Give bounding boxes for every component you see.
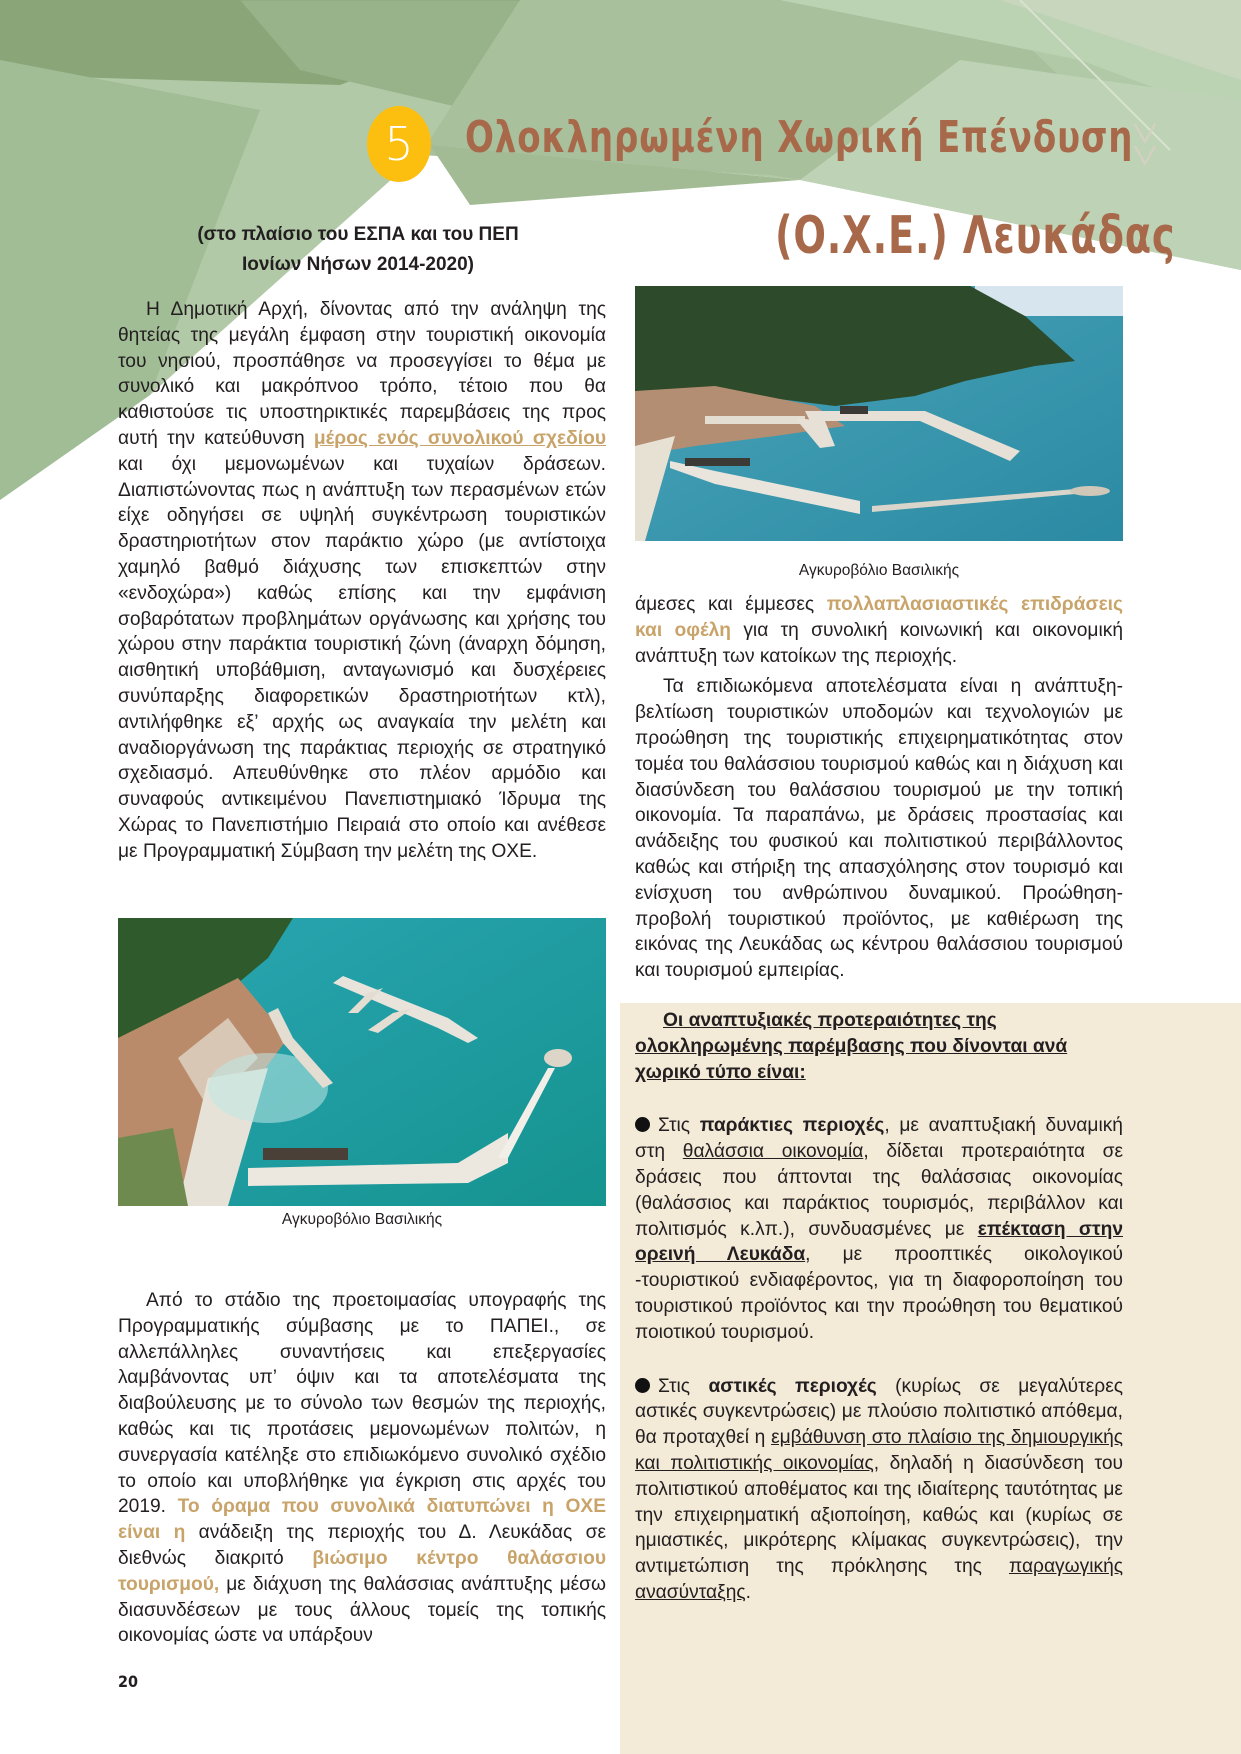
coastal-text-1: Στις bbox=[658, 1115, 700, 1137]
coastal-bold-underline: επέκταση στην ορεινή Λευκάδα bbox=[635, 1218, 1123, 1266]
intro-highlight: μέρος ενός συνολικού σχεδίου bbox=[313, 427, 606, 449]
bullet-icon bbox=[635, 1117, 650, 1132]
priorities-heading: Οι αναπτυξιακές προτεραιότητες της ολοκληρωμένης παρέμβασης που δίνονται ανά χωρικό τύπο είναι: bbox=[635, 1010, 1068, 1083]
bullet-icon bbox=[635, 1378, 650, 1393]
page-number: 20 bbox=[118, 1672, 139, 1691]
impact-text-2: για τη συνολική κοινωνική και οικονομική ανάπτυξη των κατοίκων της περιοχής. bbox=[635, 619, 1124, 667]
double-chevron-down-icon bbox=[1133, 122, 1157, 168]
vision-highlight-1: Το όραμα που συνολικά διατυπώνει η ΟΧΕ είναι η bbox=[118, 1496, 606, 1544]
coastal-underline: θαλάσσια οικονομία bbox=[682, 1141, 864, 1163]
subtitle-line1: (στο πλαίσιο του ΕΣΠΑ και του ΠΕΠ bbox=[197, 224, 519, 245]
vision-text-2: ανάδειξη της περιοχής του Δ. Λευκάδας σε διεθνώς διακριτό bbox=[118, 1522, 606, 1569]
subtitle-line2: Ιονίων Νήσων 2014-2020) bbox=[241, 254, 475, 275]
urban-bold: αστικές περιοχές bbox=[708, 1375, 877, 1397]
coastal-text-4: , με προοπτικές οικολογικού -τουριστικού ενδιαφέροντος, για τη διαφοροποίηση του τουριστικού προϊόντος και την προώθηση του θεματικού ποιοτικού τουρισμού. bbox=[635, 1244, 1123, 1343]
urban-text-2: (κυρίως σε μεγαλύτερες αστικές συγκεντρώσεις) με πλούσιο πολιτιστικό απόθεμα, θα προταχθεί η bbox=[635, 1375, 1123, 1449]
impact-paragraph bbox=[635, 592, 1123, 669]
left-column-vision bbox=[118, 1288, 606, 1649]
subtitle bbox=[118, 220, 598, 280]
marina-photo-left bbox=[118, 918, 606, 1206]
vision-paragraph bbox=[118, 1288, 606, 1649]
impact-text-1: άμεσες και έμμεσες bbox=[635, 594, 827, 615]
vision-highlight-2: βιώσιμο κέντρο θαλάσσιου τουρισμού, bbox=[118, 1547, 606, 1595]
coastal-text-2: , με αναπτυξιακή δυναμική στη bbox=[635, 1115, 1123, 1163]
priorities-section bbox=[635, 1008, 1123, 1606]
vision-text-3: με διάχυση της θαλάσσιας ανάπτυξης μέσω διασυνδέσεων με τους άλλους τομείς της τοπικής οικονομίας ώστε να υπάρξουν bbox=[118, 1573, 606, 1647]
priority-urban bbox=[635, 1374, 1123, 1606]
results-paragraph: Τα επιδιωκόμενα αποτελέσματα είναι η ανάπτυξη-βελτίωση τουριστικών υποδομών και τεχνολογιών με προώθηση της τουριστικής επιχειρηματικότητας στον τομέα του θαλάσσιου τουρισμού καθώς και η διάχυση και διασύνδεση του θαλάσσιου τουρισμού με την τοπική οικονομία. Τα παραπάνω, με δράσεις προστασίας και ανάδειξης του φυσικού και πολιτιστικού περιβάλλοντος καθώς και στήριξη της απασχόλησης στον τουρισμό και ενίσχυση του ανθρώπινου δυναμικού. Προώθηση-προβολή τουριστικού προϊόντος, με καθιέρωση της εικόνας της Λευκάδας ως κέντρου θαλάσσιου τουρισμού και τουρισμού εμπειρίας. bbox=[635, 676, 1123, 982]
section-number-badge bbox=[367, 106, 431, 182]
urban-text-1: Στις bbox=[658, 1375, 709, 1397]
left-column-intro bbox=[118, 297, 606, 865]
impact-highlight: πολλαπλασιαστικές επιδράσεις και οφέλη bbox=[635, 594, 1123, 641]
right-photo-caption: Αγκυροβόλιο Βασιλικής bbox=[798, 562, 960, 579]
urban-underline-2: παραγωγικής ανασύνταξης bbox=[635, 1556, 1123, 1603]
right-column-text bbox=[635, 592, 1123, 984]
left-photo-caption: Αγκυροβόλιο Βασιλικής bbox=[281, 1211, 443, 1228]
page-title-line1: Ολοκληρωμένη Χωρική Επένδυση bbox=[465, 112, 1134, 163]
coastal-bold: παράκτιες περιοχές bbox=[699, 1115, 885, 1137]
intro-paragraph bbox=[118, 297, 606, 865]
vision-text-1: Από το στάδιο της προετοιμασίας υπογραφής της Προγραμματικής σύμβασης με το ΠΑΠΕΙ., σε αλλεπάλληλες συναντήσεις και επεξεργασίες λαμβάνοντας υπ’ όψιν και τα αποτελέσματα της διαβούλευσης με το σύνολο των θεσμών της περιοχής, καθώς και τις προτάσεις μεμονωμένων πολιτών, η συνεργασία κατέληξε στο επιδιωκόμενο συνολικό σχέδιο το οποίο και υποβλήθηκε για έγκριση στις αρχές του 2019. bbox=[118, 1290, 606, 1518]
section-number: 5 bbox=[384, 117, 414, 171]
marina-photo-right bbox=[635, 286, 1123, 541]
urban-underline-1: εμβάθυνση στο πλαίσιο της δημιουργικής και πολιτιστικής οικονομίας bbox=[635, 1427, 1123, 1474]
urban-text-3: , δηλαδή η διασύνδεση του πολιτιστικού αποθέματος και της ιδιαίτερης ταυτότητας με την επιχειρηματική αξιοποίηση, καθώς και (κυρίως σε ημιαστικές, μικρότερης κλίμακας συγκεντρώσεις), την αντιμετώπιση της πρόκλησης της bbox=[635, 1452, 1123, 1578]
intro-text-1: Η Δημοτική Αρχή, δίνοντας από την ανάληψη της θητείας της μεγάλη έμφαση στην τουριστική οικονομία του νησιού, προσπάθησε να προσεγγίσει το θέμα με συνολικό και μακρόπνοο τρόπο, τέτοιο που θα καθιστούσε τις υποστηρικτικές παρεμβάσεις της προς αυτή την κατεύθυνση bbox=[118, 299, 606, 449]
page-title-line2: (Ο.Χ.Ε.) Λευκάδας bbox=[775, 206, 1176, 266]
priority-coastal bbox=[635, 1113, 1123, 1345]
urban-text-4: . bbox=[745, 1581, 751, 1603]
coastal-text-3: , δίδεται προτεραιότητα σε δράσεις που άπτονται της θαλάσσιας οικονομίας (θαλάσσιος και παράκτιος τουρισμός, περιβάλλον και πολιτισμός κ.λπ.), συνδυασμένες με bbox=[635, 1141, 1123, 1240]
intro-text-2: και όχι μεμονωμένων και τυχαίων δράσεων. Διαπιστώνοντας πως η ανάπτυξη των περασμένων ετών είχε οδηγήσει σε υψηλή συγκέντρωση τουριστικών δραστηριοτήτων στον παράκτιο χώρο (με αντίστοιχα χαμηλό βαθμό διάχυσης των επισκεπτών στην «ενδοχώρα») καθώς επίσης και την εμφάνιση σοβαρότατων προβλημάτων οργάνωσης και χρήσης του χώρου στην παράκτια τουριστική ζώνη (άναρχη δόμηση, αισθητική υποβάθμιση, ανταγωνισμό και δυσχέρειες συνύπαρξης διαφορετικών δραστηριοτήτων κτλ), αντιλήφθηκε εξ’ αρχής ως αναγκαία την μελέτη και αναδιοργάνωση της παράκτιας περιοχής σε στρατηγικό σχεδιασμό. Απευθύνθηκε στο πλέον αρμόδιο και συναφούς αντικειμένου Πανεπιστημιακό Ίδρυμα της Χώρας το Πανεπιστήμιο Πειραιά στο οποίο και ανέθεσε με Προγραμματική Σύμβαση την μελέτη της ΟΧΕ. bbox=[118, 453, 606, 862]
